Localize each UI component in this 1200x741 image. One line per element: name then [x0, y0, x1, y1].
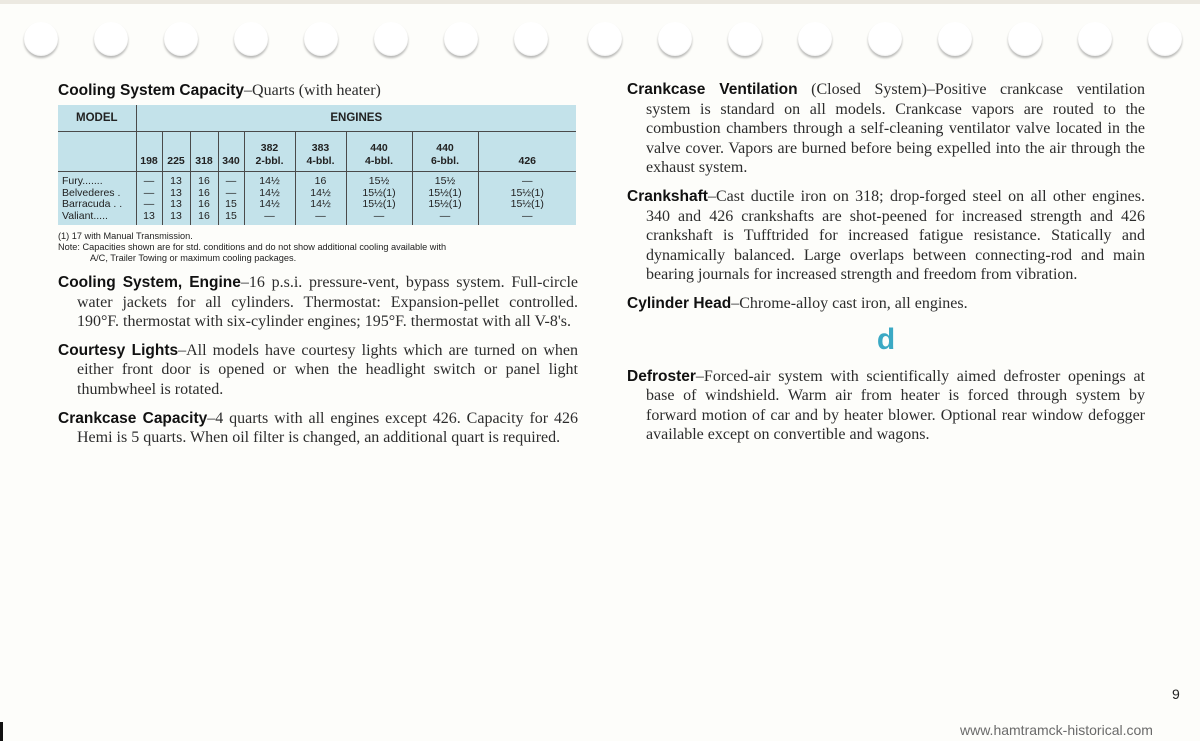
capacity-cell: 16	[295, 172, 346, 188]
model-cell: Valiant.....	[62, 209, 108, 222]
binder-hole	[24, 22, 58, 56]
cooling-capacity-table	[58, 105, 576, 225]
binder-hole	[868, 22, 902, 56]
entry-text: (Closed System)–Positive crankcase ventilation system is standard on all models. Crankcase vapors are routed to the combustion chambers through a self-cleaning ventilator valve located in the valve cover. Vapors are burned before being expelled into the air through the exhaust system.	[646, 81, 1145, 177]
footnote: (1) 17 with Manual Transmission.	[58, 231, 193, 241]
entry-text: –Forced-air system with scientifically aimed defroster openings at base of windshield. Warm air from heater is forced through system by forward motion of car and by heater blower. Optional rear window defogger available except on convertible and wagons.	[646, 367, 1145, 444]
capacity-cell: 15½(1)	[346, 188, 412, 200]
engine-header: 340	[218, 132, 244, 172]
capacity-cell: —	[478, 172, 576, 188]
entry-heading: Cylinder Head	[627, 294, 732, 312]
capacity-cell: 15	[218, 211, 244, 226]
engine-header: 440 6-bbl.	[412, 132, 478, 172]
capacity-cell: 14½	[244, 188, 295, 200]
binder-hole	[938, 22, 972, 56]
capacity-cell: —	[136, 199, 162, 211]
capacity-cell: 16	[190, 188, 218, 200]
spec-entry	[58, 409, 578, 448]
binder-hole	[514, 22, 548, 56]
binder-hole	[374, 22, 408, 56]
capacity-cell: 15½	[346, 172, 412, 188]
model-cell: Belvederes .	[62, 186, 121, 199]
capacity-cell: 15½	[412, 172, 478, 188]
spec-entry	[627, 367, 1145, 445]
binder-hole	[304, 22, 338, 56]
binder-hole	[94, 22, 128, 56]
table-notes	[58, 231, 578, 264]
capacity-cell: 16	[190, 199, 218, 211]
cooling-capacity-subtitle: –Quarts (with heater)	[244, 82, 381, 99]
entry-text: –4 quarts with all engines except 426. Capacity for 426 Hemi is 5 quarts. When oil filter is changed, an additional quart is required.	[77, 409, 578, 447]
binder-hole	[658, 22, 692, 56]
capacity-cell: —	[218, 172, 244, 188]
engine-header: 440 4-bbl.	[346, 132, 412, 172]
capacity-cell: —	[412, 211, 478, 226]
engine-header: 225	[162, 132, 190, 172]
capacity-cell: 13	[162, 211, 190, 226]
left-column	[58, 80, 578, 457]
spec-entry	[627, 80, 1145, 178]
entry-text: –16 p.s.i. pressure-vent, bypass system. Full-circle water jackets for all cylinders. Thermostat: Expansion-pellet controlled. 190°F. thermostat with six-cylinder engines; 195°F. thermostat with all V-8's.	[77, 274, 579, 331]
table-row	[58, 211, 576, 226]
table-row	[58, 199, 576, 211]
capacity-cell: 13	[162, 199, 190, 211]
spec-entry	[58, 273, 578, 332]
capacity-cell: 15½(1)	[412, 188, 478, 200]
entry-heading: Cooling System, Engine	[58, 274, 241, 291]
entry-heading: Crankshaft	[627, 187, 708, 205]
page-number: 9	[1172, 686, 1180, 702]
capacity-cell: 14½	[244, 199, 295, 211]
capacity-cell: 15½(1)	[412, 199, 478, 211]
capacity-cell: —	[244, 211, 295, 226]
entry-text: –Cast ductile iron on 318; drop-forged steel on all other engines. 340 and 426 crankshafts are shot-peened for increased strength and 426 crankshaft is Tufftrided for increased fatigue resistance. Statically and dynamically balanced. Large overlaps between connecting-rod and main bearing journals for increased strength and freedom from vibration.	[646, 187, 1145, 284]
model-column-header: MODEL	[58, 105, 136, 132]
entry-heading: Courtesy Lights	[58, 341, 179, 359]
capacity-cell: 13	[136, 211, 162, 226]
engine-header: 382 2-bbl.	[244, 132, 295, 172]
entry-heading: Defroster	[627, 367, 696, 385]
engines-column-header: ENGINES	[136, 105, 576, 132]
engine-header: 383 4-bbl.	[295, 132, 346, 172]
spec-entry	[627, 187, 1145, 285]
spec-entry	[627, 294, 1145, 314]
capacity-cell: —	[218, 188, 244, 200]
capacity-cell: 15½(1)	[478, 199, 576, 211]
capacity-cell: 14½	[295, 188, 346, 200]
binder-hole	[1078, 22, 1112, 56]
engine-header: 198	[136, 132, 162, 172]
engine-header: 426	[478, 132, 576, 172]
capacity-cell: 13	[162, 188, 190, 200]
binder-hole	[728, 22, 762, 56]
binder-hole	[588, 22, 622, 56]
capacity-cell: 14½	[244, 172, 295, 188]
binder-hole	[234, 22, 268, 56]
binder-hole	[1148, 22, 1182, 56]
cooling-capacity-heading: Cooling System Capacity	[58, 82, 245, 99]
binder-holes	[0, 22, 1200, 62]
right-column	[627, 80, 1145, 454]
capacity-cell: —	[136, 188, 162, 200]
capacity-cell: 14½	[295, 199, 346, 211]
engine-header: 318	[190, 132, 218, 172]
capacity-cell: —	[478, 211, 576, 226]
model-cell: Barracuda . .	[62, 198, 123, 210]
model-cell: Fury.......	[62, 175, 103, 187]
model-header-spacer	[58, 132, 136, 172]
entry-heading: Crankcase Ventilation	[627, 81, 798, 98]
spec-entry	[58, 341, 578, 400]
left-edge-mark	[0, 722, 3, 741]
capacity-cell: 16	[190, 211, 218, 226]
capacity-cell: 15½(1)	[478, 188, 576, 200]
note-line: Note: Capacities shown are for std. conditions and do not show additional cooling available with	[58, 242, 447, 252]
cooling-capacity-title	[58, 82, 578, 100]
entry-text: –All models have courtesy lights which are turned on when either front door is opened or when the headlight switch or panel light thumbwheel is rotated.	[77, 341, 579, 398]
top-edge	[0, 0, 1200, 4]
note-line-continued: A/C, Trailer Towing or maximum cooling packages.	[90, 253, 297, 263]
binder-hole	[444, 22, 478, 56]
entry-text: –Chrome-alloy cast iron, all engines.	[731, 294, 968, 312]
capacity-cell: 15	[218, 199, 244, 211]
binder-hole	[164, 22, 198, 56]
section-letter: d	[876, 322, 896, 356]
entry-heading: Crankcase Capacity	[58, 409, 208, 427]
capacity-cell: 15½(1)	[346, 199, 412, 211]
capacity-cell: 16	[190, 172, 218, 188]
capacity-cell: —	[136, 172, 162, 188]
capacity-cell: 13	[162, 172, 190, 188]
capacity-cell: —	[295, 211, 346, 226]
watermark: www.hamtramck-historical.com	[960, 722, 1153, 738]
capacity-cell: —	[346, 211, 412, 226]
binder-hole	[798, 22, 832, 56]
binder-hole	[1008, 22, 1042, 56]
table-row	[58, 172, 576, 188]
